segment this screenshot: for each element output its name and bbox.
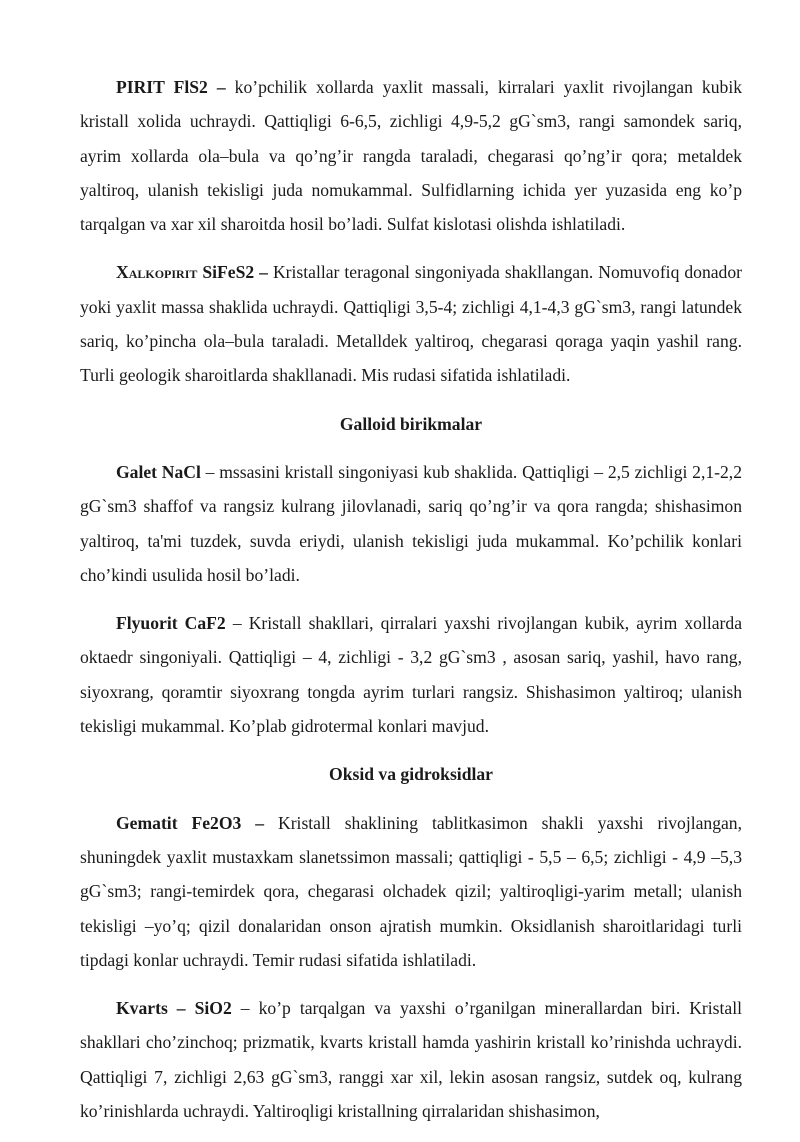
paragraph-text: ko’pchilik xollarda yaxlit massali, kirralari yaxlit rivojlangan kubik kristall xolida uchraydi. Qattiqligi 6-6,5, zichligi 4,9-5,2 gG`sm3, rangi samondek sariq, ayrim xollarda ola–bula va qo’ng’ir rangda taraladi, chegarasi qo’ng’ir qora; metaldek yaltiroq, ulanish tekisligi juda nomukammal. Sulfidlarning ichida yer yuzasida eng ko’p tarqalgan va xar xil sharoitda hosil bo’ladi. Sulfat kislotasi olishda ishlatiladi. [80, 77, 743, 235]
paragraph-pirit [80, 70, 742, 241]
paragraph-title: Gematit Fe2O3 – [116, 812, 265, 833]
paragraph-title: Galet NaCl [116, 461, 201, 482]
title-initial: X [116, 262, 129, 283]
section-heading-oksid: Oksid va gidroksidlar [329, 764, 493, 785]
paragraph-text: – mssasini kristall singoniyasi kub shaklida. Qattiqligi – 2,5 zichligi 2,1-2,2 gG`sm3 shaffof va rangsiz kulrang jilovlanadi, sariq qo’ng’ir va qora rangda; shishasimon yaltiroq, ta'mi tuzdek, suvda eriydi, ulanish tekisligi juda mukammal. Ko’pchilik konlari cho’kindi usulida hosil bo’ladi. [80, 461, 742, 585]
paragraph-gematit [80, 806, 742, 977]
paragraph-galet [80, 455, 742, 592]
paragraph-flyuorit [80, 606, 742, 743]
paragraph-text: Kristall shaklining tablitkasimon shakli yaxshi rivojlangan, shuningdek yaxlit mustaxkam slanetssimon massali; qattiqligi - 5,5 – 6,5; zichligi - 4,9 –5,3 gG`sm3; rangi-temirdek qora, chegarasi olchadek qizil; yaltiroqligi-yarim metall; ulanish tekisligi –yo’q; qizil donalaridan onson ajratish mumkin. Oksidlanish sharoitlaridagi turli tipdagi konlar uchraydi. Temir rudasi sifatida ishlatiladi. [80, 812, 743, 970]
title-formula: SiFeS2 – [197, 262, 268, 283]
paragraph-text: – Kristall shakllari, qirralari yaxshi rivojlangan kubik, ayrim xollarda oktaedr singoniyali. Qattiqligi – 4, zichligi - 3,2 gG`sm3 , asosan sariq, yashil, havo rang, siyoxrang, qoramtir siyoxrang tongda ayrim turlari rangsiz. Shishasimon yaltiroq; ulanish tekisligi mukammal. Ko’plab gidrotermal konlari mavjud. [80, 613, 742, 737]
paragraph-title: Flyuorit CaF2 [116, 613, 226, 634]
paragraph-kvarts [80, 991, 742, 1128]
title-smallcaps: alkopirit [128, 262, 198, 283]
paragraph-xalkopirit [80, 255, 742, 392]
paragraph-text: Kristallar teragonal singoniyada shakllangan. Nomuvofiq donador yoki yaxlit massa shaklida uchraydi. Qattiqligi 3,5-4; zichligi 4,1-4,3 gG`sm3, rangi latundek sariq, ko’pincha ola–bula taraladi. Metalldek yaltiroq, chegarasi qoraga yaqin yashil rang. Turli geologik sharoitlarda shakllanadi. Mis rudasi sifatida ishlatiladi. [80, 262, 743, 386]
section-heading-galloid: Galloid birikmalar [339, 413, 483, 434]
paragraph-title: Kvarts – SiO2 [116, 998, 232, 1019]
document-page [80, 70, 742, 1142]
paragraph-text: – ko’p tarqalgan va yaxshi o’rganilgan minerallardan biri. Kristall shakllari cho’zinchoq; prizmatik, kvarts kristall hamda yashirin kristall ko’rinishda uchraydi. Qattiqligi 7, zichligi 2,63 gG`sm3, ranggi xar xil, lekin asosan rangsiz, sutdek oq, kulrang ko’rinishlarda uchraydi. Yaltiroqligi kristallning qirralaridan shishasimon, [80, 998, 743, 1122]
paragraph-title: PIRIT FlS2 – [116, 77, 226, 97]
paragraph-title [116, 262, 268, 282]
